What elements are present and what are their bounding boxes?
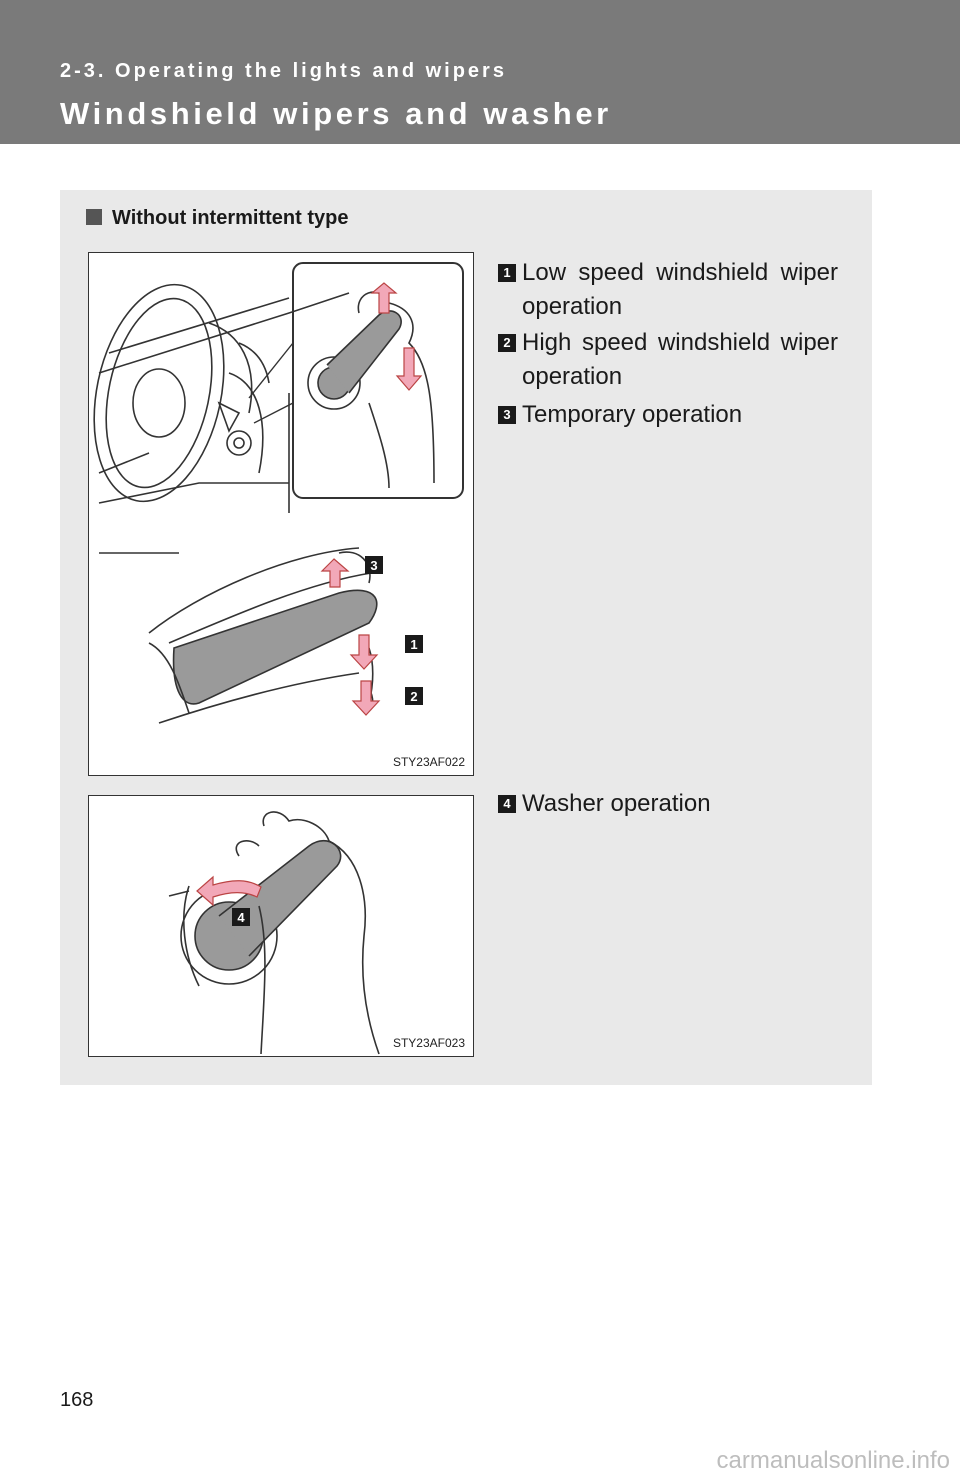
step-text: Temporary operation bbox=[522, 401, 743, 428]
callout-3: 3 bbox=[370, 558, 378, 573]
page-title: Windshield wipers and washer bbox=[60, 96, 612, 131]
step-3 bbox=[498, 398, 838, 432]
step-2 bbox=[498, 326, 838, 394]
figure-washer-lever bbox=[88, 795, 474, 1057]
step-4 bbox=[498, 787, 838, 821]
figure-wiper-lever bbox=[88, 252, 474, 776]
figure-code: STY23AF022 bbox=[392, 755, 465, 769]
square-bullet-icon bbox=[86, 209, 102, 225]
subheading-text: Without intermittent type bbox=[112, 207, 349, 229]
step-number: 3 bbox=[498, 406, 516, 424]
subheading bbox=[86, 207, 348, 230]
washer-lever-illustration bbox=[89, 796, 473, 1056]
watermark[interactable]: carmanualsonline.info bbox=[716, 1447, 950, 1474]
step-text: High speed windshield wiper operation bbox=[522, 329, 838, 390]
step-number: 4 bbox=[498, 795, 516, 813]
figure-code: STY23AF023 bbox=[392, 1036, 465, 1050]
step-1 bbox=[498, 256, 838, 324]
step-number: 2 bbox=[498, 334, 516, 352]
step-text: Low speed windshield wiper operation bbox=[522, 259, 838, 320]
page-number: 168 bbox=[60, 1389, 94, 1411]
callout-1: 1 bbox=[410, 637, 418, 652]
callout-4: 4 bbox=[237, 910, 245, 925]
callout-2: 2 bbox=[410, 689, 418, 704]
section-label: 2-3. Operating the lights and wipers bbox=[60, 60, 507, 82]
step-text: Washer operation bbox=[522, 790, 711, 817]
step-number: 1 bbox=[498, 264, 516, 282]
wiper-lever-illustration bbox=[89, 253, 473, 775]
header-bar bbox=[0, 0, 960, 144]
